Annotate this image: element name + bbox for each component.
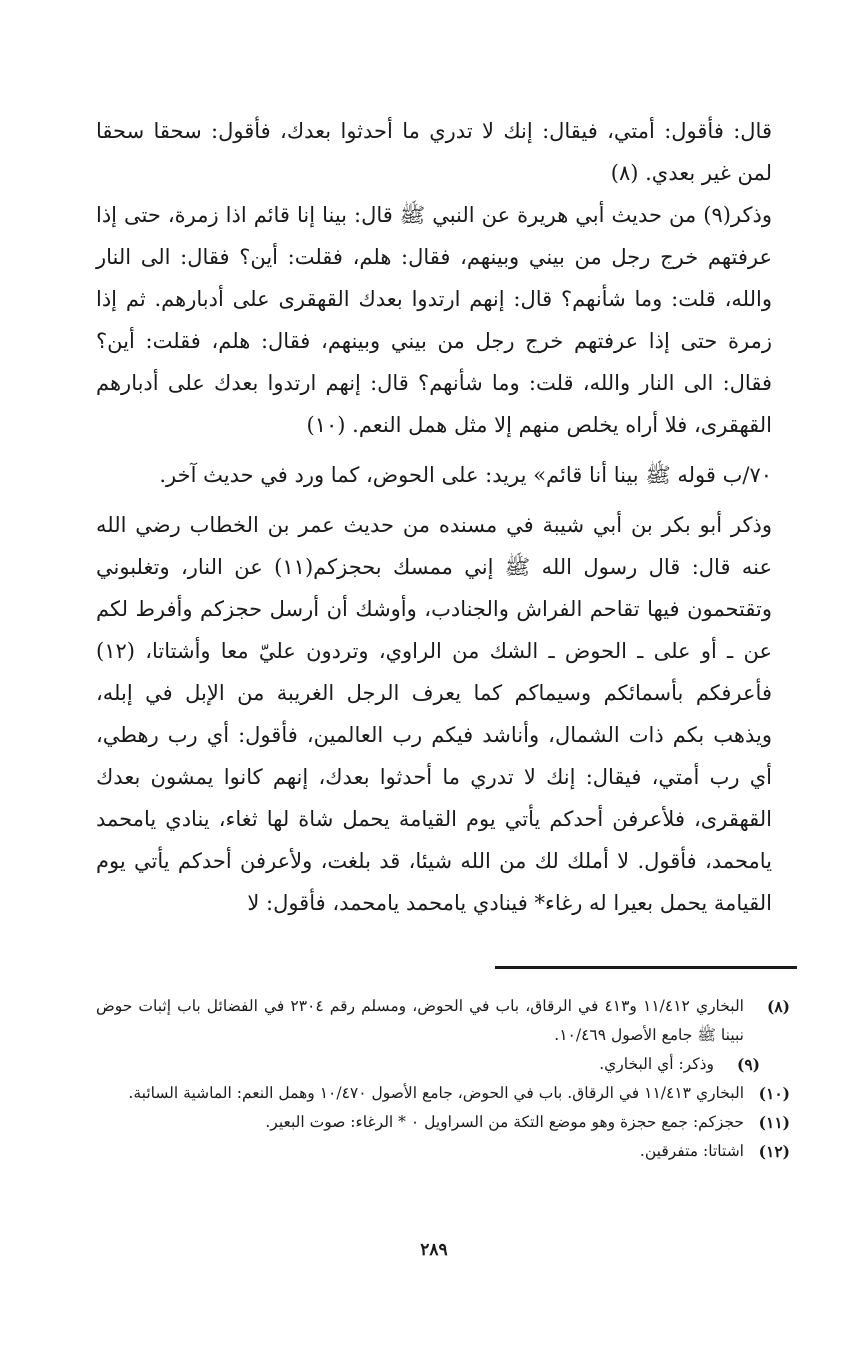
footnote-number: (٩) bbox=[736, 1055, 760, 1074]
main-text bbox=[96, 110, 772, 924]
footnote-12 bbox=[96, 1137, 790, 1166]
paragraph-2: وذكر(٩) من حديث أبي هريرة عن النبي ﷺ قال: بينا إنا قائم اذا زمرة، حتى إذا عرفتهم خرج رجل من بيني وبينهم، فقال: هلم، فقلت: أين؟ فقال: الى النار والله، قلت: وما شأنهم؟ قال: إنهم ارتدوا بعدك القهقرى على أدبارهم. ثم إذا زمرة حتى إذا عرفتهم خرج رجل من بيني وبينهم، فقال: هلم، فقلت: أين؟ فقال: الى النار والله، قلت: وما شأنهم؟ قال: إنهم ارتدوا بعدك على أدبارهم القهقرى، فلا أراه يخلص منهم إلا مثل همل النعم. (١٠) bbox=[96, 203, 772, 437]
footnote-text: وذكر: أي البخاري. bbox=[599, 1055, 714, 1073]
paragraph-1: قال: فأقول: أمتي، فيقال: إنك لا تدري ما أحدثوا بعدك، فأقول: سحقا سحقا لمن غير بعدي. (٨) bbox=[96, 119, 772, 185]
paragraph-4: وذكر أبو بكر بن أبي شيبة في مسنده من حديث عمر بن الخطاب رضي الله عنه قال: قال رسول الله ﷺ إني ممسك بحجزكم(١١) عن النار، وتغلبوني وتقتحمون فيها تقاحم الفراش والجنادب، وأوشك أن أرسل حجزكم وأفرط لكم عن ـ أو على ـ الحوض ـ الشك من الراوي، وتردون عليّ معا وأشتاتا، (١٢) فأعرفكم بأسمائكم وسيماكم كما يعرف الرجل الغريبة من الإبل في إبله، ويذهب بكم ذات الشمال، وأناشد فيكم رب العالمين، فأقول: أي رب رهطي، أي رب أمتي، فيقال: إنك لا تدري ما أحدثوا بعدك، إنهم كانوا يمشون بعدك القهقرى، فلأعرفن أحدكم يأتي يوم القيامة يحمل شاة لها ثغاء، ينادي يامحمد يامحمد، فأقول. لا أملك لك من الله شيئا، قد بلغت، ولأعرفن أحدكم يأتي يوم القيامة يحمل بعيرا له رغاء* فينادي يامحمد يامحمد، فأقول: لا bbox=[96, 513, 772, 915]
footnote-number: (١١) bbox=[758, 1113, 790, 1132]
page-number: ٢٨٩ bbox=[420, 1240, 448, 1260]
footnote-8 bbox=[96, 992, 790, 1050]
footnote-11 bbox=[96, 1108, 790, 1137]
footnote-9 bbox=[96, 1050, 790, 1079]
footnote-text: اشتاتا: متفرقين. bbox=[639, 1142, 744, 1160]
paragraph-3: ٧٠/ب قوله ﷺ بينا أنا قائم» يريد: على الحوض، كما ورد في حديث آخر. bbox=[159, 463, 772, 487]
footnote-10 bbox=[96, 1079, 790, 1108]
footnote-text: البخاري ١١/٤١٣ في الرقاق. باب في الحوض، جامع الأصول ١٠/٤٧٠ وهمل النعم: الماشية السائبة. bbox=[128, 1084, 744, 1102]
footnote-text: البخاري ١١/٤١٢ و٤١٣ في الرقاق، باب في الحوض، ومسلم رقم ٢٣٠٤ في الفضائل باب إثبات حوض نبينا ﷺ جامع الأصول ١٠/٤٦٩. bbox=[96, 997, 744, 1044]
footnote-number: (١٠) bbox=[758, 1084, 790, 1103]
footnote-divider bbox=[495, 966, 797, 969]
footnotes bbox=[96, 992, 790, 1166]
footnote-text: حجزكم: جمع حجزة وهو موضع التكة من السراويل ٠ * الرغاء: صوت البعير. bbox=[265, 1113, 744, 1131]
footnote-number: (١٢) bbox=[758, 1142, 790, 1161]
footnote-number: (٨) bbox=[766, 997, 790, 1016]
